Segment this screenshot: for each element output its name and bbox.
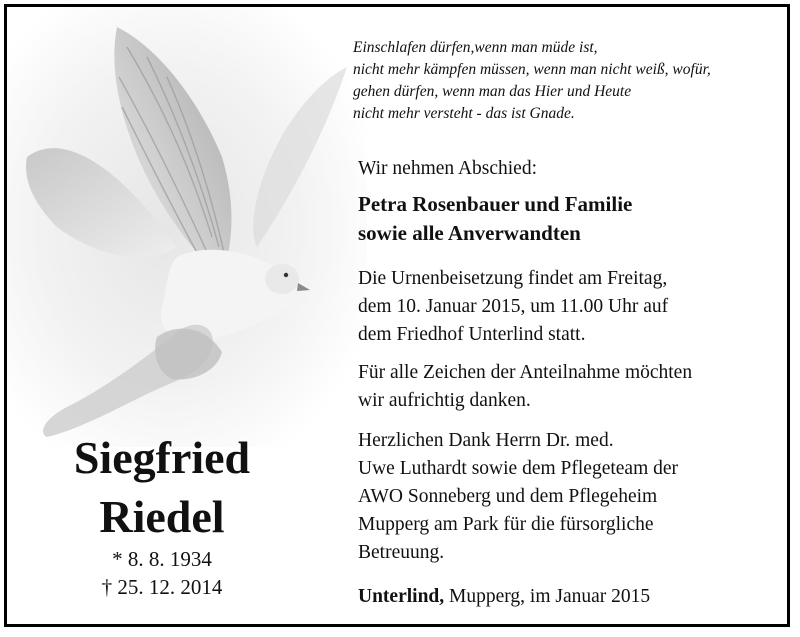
burial-line: dem Friedhof Unterlind statt.: [358, 324, 586, 345]
birth-date: * 8. 8. 1934: [112, 547, 212, 571]
burial-line: dem 10. Januar 2015, um 11.00 Uhr auf: [358, 296, 669, 317]
poem-line: nicht mehr kämpfen müssen, wenn man nicht weiß, wofür,: [353, 61, 711, 78]
condolence-thanks: [358, 359, 778, 415]
burial-notice: [358, 265, 778, 349]
care-thanks-line: Betreuung.: [358, 542, 445, 563]
care-thanks-line: AWO Sonneberg und dem Pflegeheim: [358, 486, 658, 507]
deceased-first-name: Siegfried: [73, 432, 251, 483]
care-thanks-line: Mupperg am Park für die fürsorgliche: [358, 514, 654, 535]
death-date: † 25. 12. 2014: [101, 575, 223, 599]
thanks-line: Für alle Zeichen der Anteilnahme möchten: [358, 362, 693, 383]
signoff: [358, 583, 778, 611]
signoff-date: Mupperg, im Januar 2015: [444, 586, 651, 607]
poem-line: Einschlafen dürfen,wenn man müde ist,: [353, 39, 598, 56]
mourners-line: sowie alle Anverwandten: [358, 221, 581, 245]
mourners-line: Petra Rosenbauer und Familie: [358, 192, 633, 216]
dove-on-hands-image: [7, 7, 367, 447]
thanks-line: wir aufrichtig danken.: [358, 390, 531, 411]
care-thanks: [358, 427, 778, 567]
farewell-heading: [358, 155, 778, 183]
care-thanks-line: Uwe Luthardt sowie dem Pflegeteam der: [358, 458, 679, 479]
burial-line: Die Urnenbeisetzung findet am Freitag,: [358, 268, 668, 289]
poem: [353, 37, 783, 125]
mourners: [358, 190, 778, 248]
obituary-frame: [4, 4, 790, 627]
poem-line: nicht mehr versteht - das ist Gnade.: [353, 105, 575, 122]
signoff-place: Unterlind,: [358, 586, 445, 607]
poem-line: gehen dürfen, wenn man das Hier und Heute: [353, 83, 632, 100]
deceased-last-name: Riedel: [99, 491, 225, 542]
farewell-text: Wir nehmen Abschied:: [358, 158, 538, 179]
care-thanks-line: Herzlichen Dank Herrn Dr. med.: [358, 430, 614, 451]
